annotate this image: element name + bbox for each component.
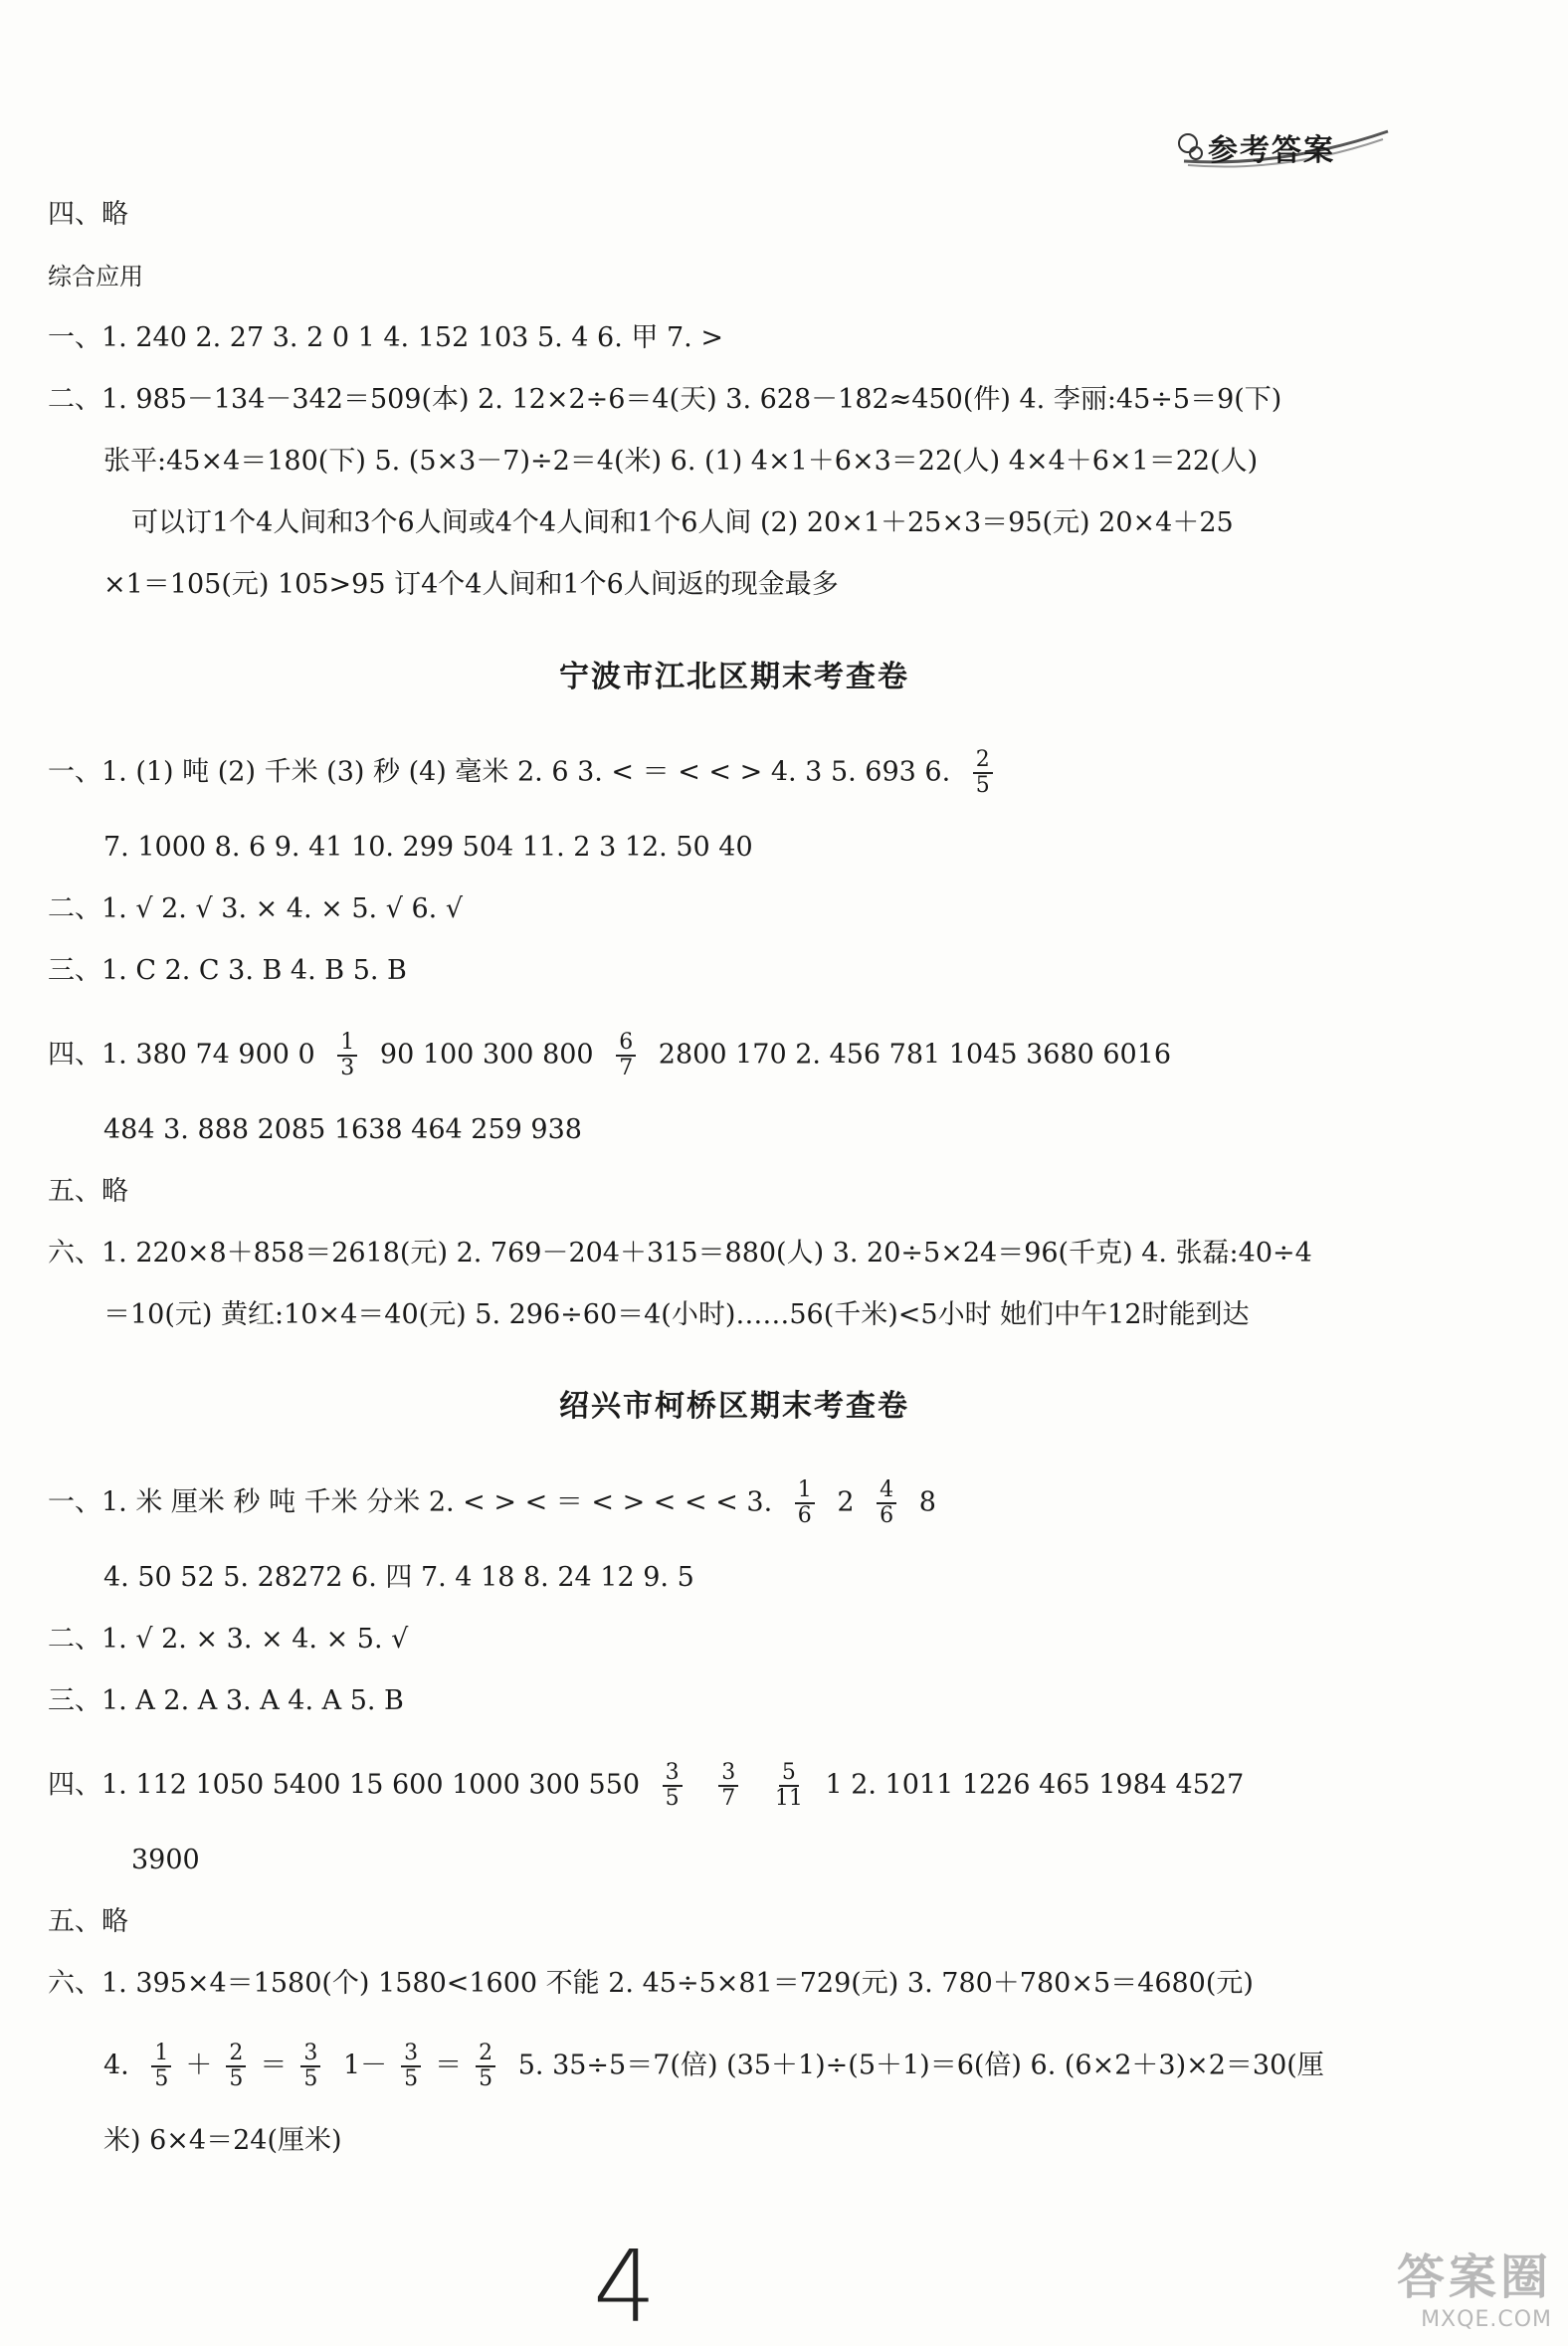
s0-line3: 一、1. 240 2. 27 3. 2 0 1 4. 152 103 5. 4 6. 甲 7. > <box>48 322 723 353</box>
s1-title: 宁波市江北区期末考查卷 <box>559 660 909 694</box>
s1-line5-c: 2800 170 2. 456 781 1045 3680 6016 <box>658 1039 1172 1071</box>
fraction: $\frac{1}{3}$ <box>337 1031 357 1080</box>
s1-line7: 五、略 <box>48 1176 128 1207</box>
answer-key-badge <box>1174 121 1393 173</box>
s2-line5-b: 1 2. 1011 1226 465 1984 4527 <box>825 1769 1245 1801</box>
s1-line2: 7. 1000 8. 6 9. 41 10. 299 504 11. 2 3 12. 50 40 <box>103 832 753 863</box>
fraction: $\frac{3}{5}$ <box>663 1761 683 1811</box>
fraction: $\frac{2}{5}$ <box>476 2042 495 2091</box>
fraction: $\frac{2}{5}$ <box>973 748 993 798</box>
s2-line9: 4. $\frac{1}{5}$ ＋ $\frac{2}{5}$ ＝ $\frac{3}{5}$ 1－ $\frac{3}{5}$ ＝ $\frac{2}{5}$ 5. 35÷5＝7(倍) (35＋1)÷(5＋1)＝6(倍) 6. (6×2＋3)×2＝30(厘 <box>103 2041 1324 2091</box>
s0-heading: 综合应用 <box>48 263 143 291</box>
fraction: $\frac{1}{5}$ <box>151 2042 171 2091</box>
s2-line5-a: 四、1. 112 1050 5400 15 600 1000 300 550 <box>48 1769 641 1801</box>
s2-title: 绍兴市柯桥区期末考查卷 <box>559 1389 909 1424</box>
s2-line8: 六、1. 395×4＝1580(个) 1580<1600 不能 2. 45÷5×81＝729(元) 3. 780＋780×5＝4680(元) <box>48 1968 1254 1999</box>
s1-line9: ＝10(元) 黄红:10×4＝40(元) 5. 296÷60＝4(小时)……56(千米)<5小时 她们中午12时能到达 <box>103 1299 1250 1330</box>
s2-line4: 三、1. A 2. A 3. A 4. A 5. B <box>48 1685 404 1716</box>
s1-line3: 二、1. √ 2. √ 3. × 4. × 5. √ 6. √ <box>48 893 464 924</box>
s1-line6: 484 3. 888 2085 1638 464 259 938 <box>103 1114 582 1145</box>
s2-line6: 3900 <box>131 1845 200 1875</box>
s1-line5-a: 四、1. 380 74 900 0 <box>48 1039 315 1071</box>
fraction: $\frac{6}{7}$ <box>616 1031 636 1080</box>
fraction: $\frac{1}{6}$ <box>795 1478 815 1528</box>
fraction: $\frac{3}{5}$ <box>401 2042 421 2091</box>
s2-line10: 米) 6×4＝24(厘米) <box>103 2125 342 2156</box>
s0-line7: ×1＝105(元) 105>95 订4个4人间和1个6人间返的现金最多 <box>103 569 839 600</box>
s1-line5 <box>48 1031 1171 1080</box>
s0-line6: 可以订1个4人间和3个6人间或4个4人间和1个6人间 (2) 20×1＋25×3＝95(元) 20×4＋25 <box>131 507 1234 538</box>
s2-line3: 二、1. √ 2. × 3. × 4. × 5. √ <box>48 1624 409 1655</box>
s1-line5-b: 90 100 300 800 <box>379 1039 594 1071</box>
s1-line1-text: 一、1. (1) 吨 (2) 千米 (3) 秒 (4) 毫米 2. 6 3. < ＝ < < > 4. 3 5. 693 6. <box>48 756 951 788</box>
fraction: $\frac{4}{6}$ <box>877 1478 896 1528</box>
fraction: $\frac{3}{5}$ <box>300 2042 320 2091</box>
page-number: 4 <box>593 2229 657 2345</box>
s2-line1: 一、1. 米 厘米 秒 吨 千米 分米 2. < > < ＝ < > < < < 3. $\frac{1}{6}$ 2 $\frac{4}{6}$ 8 <box>48 1477 936 1528</box>
fraction: $\frac{2}{5}$ <box>226 2042 246 2091</box>
fraction: $\frac{5}{11}$ <box>774 1760 803 1811</box>
s2-line5 <box>48 1761 1244 1811</box>
s2-line7: 五、略 <box>48 1906 128 1937</box>
fraction: $\frac{3}{7}$ <box>718 1761 738 1811</box>
s2-line2: 4. 50 52 5. 28272 6. 四 7. 4 18 8. 24 12 9. 5 <box>103 1562 694 1593</box>
watermark-logo: 答案圈 MXQE.COM <box>1396 2249 1552 2332</box>
s1-line1 <box>48 748 1007 798</box>
answer-key-label: 参考答案 <box>1208 133 1335 168</box>
s1-line8: 六、1. 220×8＋858＝2618(元) 2. 769－204＋315＝880(人) 3. 20÷5×24＝96(千克) 4. 张磊:40÷4 <box>48 1238 1312 1269</box>
s0-line1: 四、略 <box>48 199 128 230</box>
s2-line1-text: 一、1. 米 厘米 秒 吨 千米 分米 2. < > < ＝ < > < < < 3. <box>48 1486 773 1518</box>
s0-line5: 张平:45×4＝180(下) 5. (5×3－7)÷2＝4(米) 6. (1) 4×1＋6×3＝22(人) 4×4＋6×1＝22(人) <box>103 446 1259 477</box>
s1-line4: 三、1. C 2. C 3. B 4. B 5. B <box>48 955 407 986</box>
s0-line4: 二、1. 985－134－342＝509(本) 2. 12×2÷6＝4(天) 3. 628－182≈450(件) 4. 李丽:45÷5＝9(下) <box>48 384 1282 415</box>
s2-line9-b: 5. 35÷5＝7(倍) (35＋1)÷(5＋1)＝6(倍) 6. (6×2＋3)×2＝30(厘 <box>517 2050 1324 2081</box>
